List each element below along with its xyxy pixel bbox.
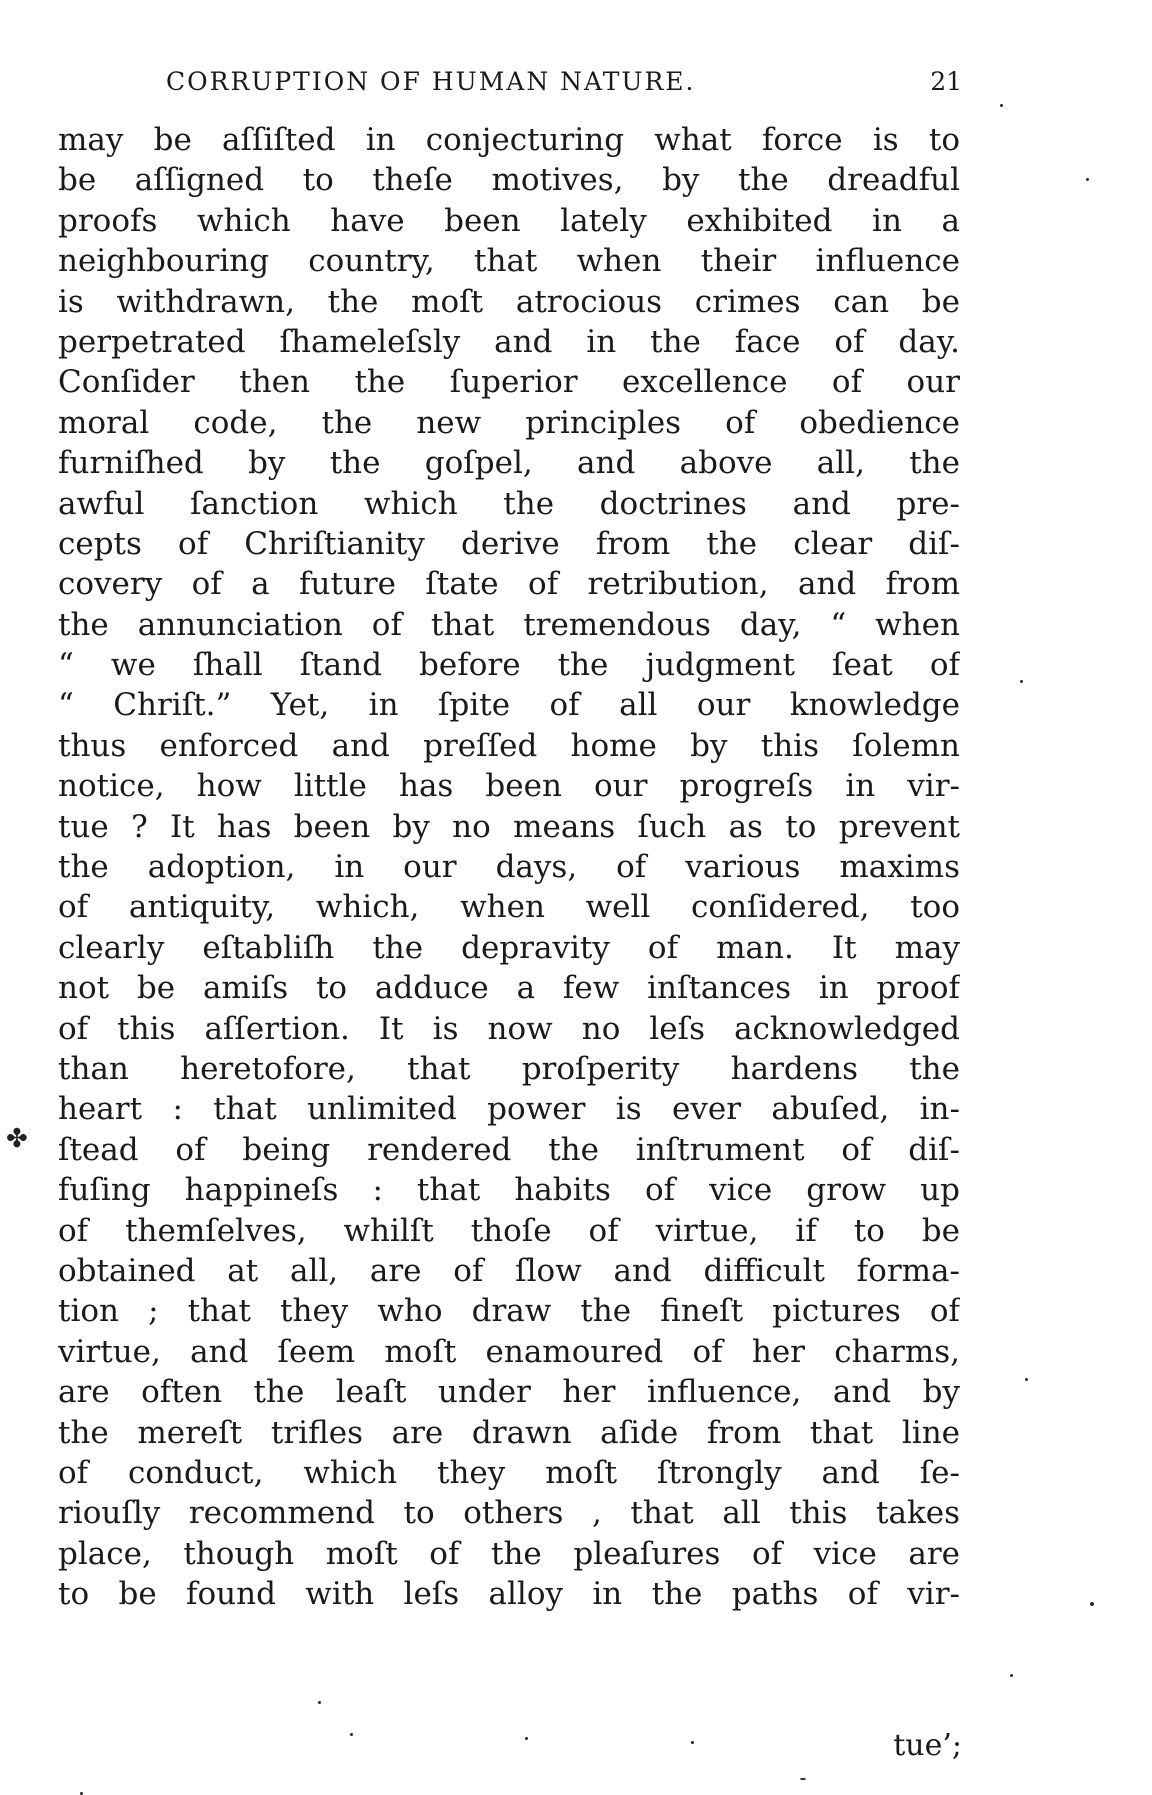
text-line: of themſelves, whilſt thoſe of virtue, if to be [58, 1212, 960, 1249]
text-line: are often the leaſt under her influence, and by [58, 1374, 960, 1411]
catchword: tue’; [893, 1728, 962, 1763]
running-title: CORRUPTION OF HUMAN NATURE. [166, 67, 696, 96]
margin-blot-icon: ✤ [6, 1124, 28, 1154]
text-line: moral code, the new principles of obedience [58, 404, 960, 441]
speck-mark [1000, 104, 1003, 107]
text-line: of conduct, which they moſt ſtrongly and ſe- [58, 1454, 960, 1491]
text-line: furniſhed by the goſpel, and above all, the [58, 445, 960, 482]
text-line: Conſider then the ſuperior excellence of our [58, 364, 960, 401]
text-line: of this aſſertion. It is now no leſs acknowledged [58, 1010, 960, 1047]
speck-mark [350, 1733, 353, 1736]
speck-mark [1020, 680, 1023, 683]
text-line: proofs which have been lately exhibited in a [58, 202, 960, 239]
speck-mark [1010, 1674, 1013, 1677]
text-line: cepts of Chriſtianity derive from the clear diſ- [58, 525, 960, 562]
text-line: “ we ſhall ſtand before the judgment ſeat of [58, 647, 960, 684]
speck-mark [691, 1741, 694, 1744]
text-line: fuſing happineſs : that habits of vice grow up [58, 1172, 960, 1209]
running-head [60, 62, 962, 102]
text-line: the adoption, in our days, of various maxims [58, 849, 960, 886]
text-line: of antiquity, which, when well conſidered, too [58, 889, 960, 926]
text-line: be aſſigned to theſe motives, by the dreadful [58, 162, 960, 199]
text-line: ſtead of being rendered the inſtrument of diſ- [58, 1131, 960, 1168]
text-line: the annunciation of that tremendous day, “ when [58, 606, 960, 643]
text-line: perpetrated ſhameleſsly and in the face of day. [58, 323, 960, 360]
text-line: awful ſanction which the doctrines and pre- [58, 485, 960, 522]
text-line: neighbouring country, that when their influence [58, 243, 960, 280]
text-line: to be found with leſs alloy in the paths of vir- [58, 1576, 960, 1613]
text-line: “ Chriſt.” Yet, in ſpite of all our knowledge [58, 687, 960, 724]
text-line: the mereſt trifles are drawn aſide from that line [58, 1414, 960, 1451]
text-line: not be amiſs to adduce a few inſtances in proof [58, 970, 960, 1007]
text-line: thus enforced and preſſed home by this ſolemn [58, 727, 960, 764]
text-line: may be aſſiſted in conjecturing what force is to [58, 122, 960, 158]
text-line: obtained at all, are of ſlow and difficult forma- [58, 1252, 960, 1289]
text-line: tion ; that they who draw the fineſt pictures of [58, 1293, 960, 1330]
text-line: heart : that unlimited power is ever abuſed, in- [58, 1091, 960, 1128]
speck-mark [1090, 1602, 1094, 1606]
text-line: place, though moſt of the pleaſures of vice are [58, 1535, 960, 1572]
body-text [58, 120, 960, 1614]
text-line: than heretofore, that proſperity hardens the [58, 1050, 960, 1087]
text-line: virtue, and ſeem moſt enamoured of her charms, [58, 1333, 960, 1370]
text-line: is withdrawn, the moſt atrocious crimes can be [58, 283, 960, 320]
speck-mark [800, 1778, 806, 1780]
page-number: 21 [930, 67, 962, 96]
text-line: clearly eſtabliſh the depravity of man. It may [58, 929, 960, 966]
text-line: covery of a future ſtate of retribution, and from [58, 566, 960, 603]
speck-mark [525, 1737, 528, 1740]
speck-mark [1086, 178, 1089, 181]
text-line: riouſly recommend to others , that all this takes [58, 1495, 960, 1532]
text-line: notice, how little has been our progreſs in vir- [58, 768, 960, 805]
text-line: tue ? It has been by no means ſuch as to prevent [58, 808, 960, 845]
speck-mark [1025, 1378, 1028, 1381]
speck-mark [318, 1701, 321, 1704]
